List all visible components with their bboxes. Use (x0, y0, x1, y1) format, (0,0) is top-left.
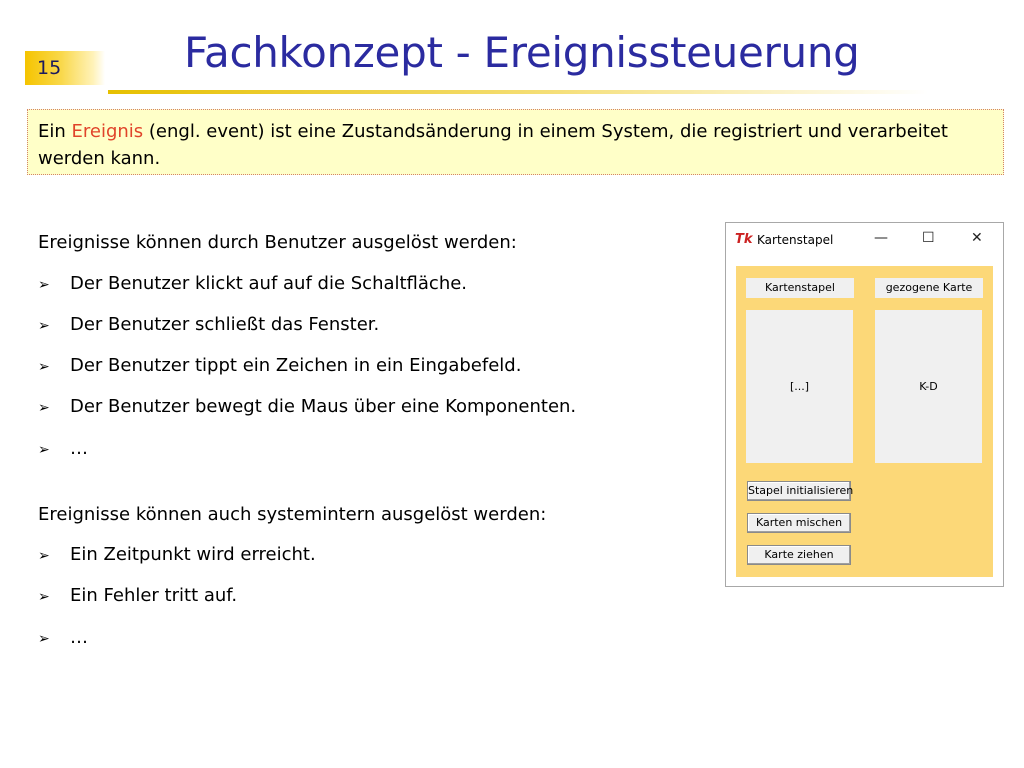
label-kartenstapel: Kartenstapel (746, 278, 854, 298)
bullet-text: … (70, 627, 88, 648)
title-underline (108, 90, 928, 94)
panel-karte: K-D (875, 310, 982, 463)
bullet-item (38, 544, 316, 567)
definition-text: (engl. event) ist eine Zustandsänderung in einem System, die registriert und verarbeitet werden kann. (38, 121, 948, 169)
panel-stapel: [...] (746, 310, 853, 463)
bullet-text: Der Benutzer bewegt die Maus über eine Komponenten. (70, 396, 577, 417)
minimize-icon[interactable]: — (874, 230, 888, 246)
bullet-item (38, 355, 521, 378)
bullet-arrow-icon: ➢ (38, 442, 50, 458)
definition-prefix: Ein (38, 121, 72, 142)
bullet-arrow-icon: ➢ (38, 589, 50, 605)
section2-heading: Ereignisse können auch systemintern ausgelöst werden: (38, 504, 547, 525)
bullet-arrow-icon: ➢ (38, 318, 50, 334)
stapel-initialisieren-button[interactable]: Stapel initialisieren (747, 481, 851, 501)
bullet-text: … (70, 438, 88, 459)
bullet-text: Ein Fehler tritt auf. (70, 585, 238, 606)
window-titlebar (726, 223, 1003, 257)
close-icon[interactable]: ✕ (971, 230, 983, 246)
bullet-text: Der Benutzer klickt auf auf die Schaltfläche. (70, 273, 468, 294)
tk-window (725, 222, 1004, 587)
bullet-text: Ein Zeitpunkt wird erreicht. (70, 544, 316, 565)
bullet-text: Der Benutzer schließt das Fenster. (70, 314, 380, 335)
definition-highlight: Ereignis (71, 121, 144, 142)
window-title: Kartenstapel (757, 233, 834, 247)
karten-mischen-button[interactable]: Karten mischen (747, 513, 851, 533)
tk-logo-icon: Tk (735, 232, 753, 247)
bullet-item (38, 627, 88, 650)
bullet-arrow-icon: ➢ (38, 359, 50, 375)
bullet-arrow-icon: ➢ (38, 277, 50, 293)
bullet-arrow-icon: ➢ (38, 548, 50, 564)
karte-ziehen-button[interactable]: Karte ziehen (747, 545, 851, 565)
label-gezogene-karte: gezogene Karte (875, 278, 983, 298)
bullet-text: Der Benutzer tippt ein Zeichen in ein Eingabefeld. (70, 355, 522, 376)
bullet-item (38, 314, 379, 337)
bullet-item (38, 585, 237, 608)
maximize-icon[interactable]: ☐ (922, 230, 935, 246)
slide-title: Fachkonzept - Ereignissteuerung (184, 28, 860, 77)
bullet-item (38, 438, 88, 461)
window-client-area (736, 266, 993, 577)
section1-heading: Ereignisse können durch Benutzer ausgelöst werden: (38, 232, 517, 253)
slide-number: 15 (25, 51, 105, 85)
bullet-arrow-icon: ➢ (38, 400, 50, 416)
bullet-item (38, 273, 467, 296)
bullet-item (38, 396, 576, 419)
definition-box (27, 109, 1004, 175)
bullet-arrow-icon: ➢ (38, 631, 50, 647)
